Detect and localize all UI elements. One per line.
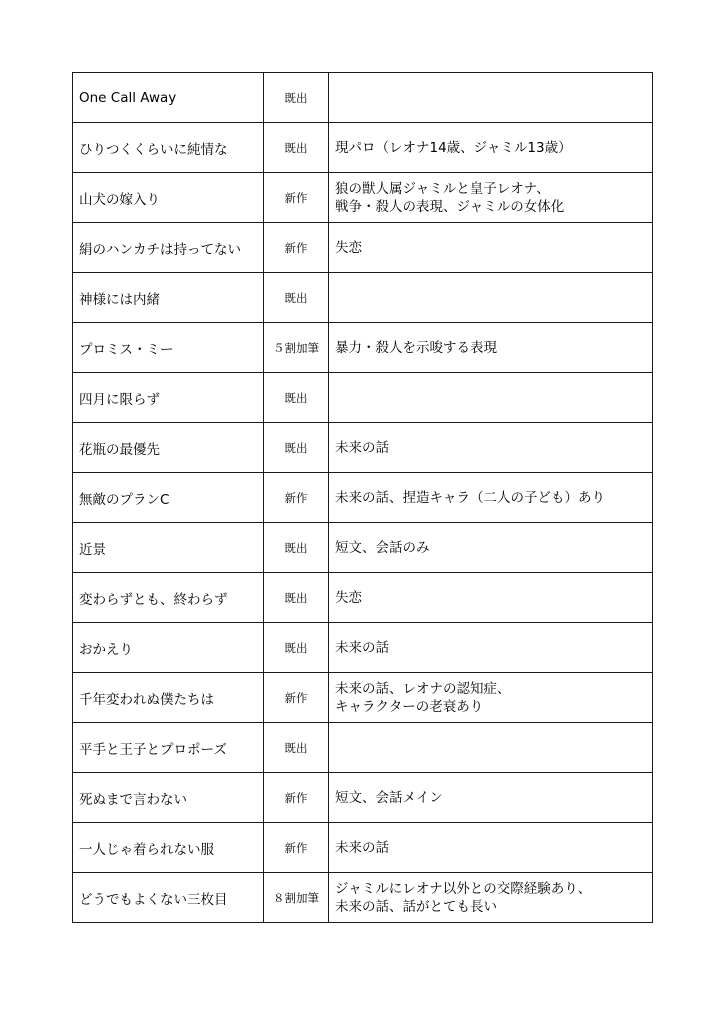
story-status-cell: 既出 <box>264 523 329 573</box>
story-note-cell: ジャミルにレオナ以外との交際経験あり、 未来の話、話がとても長い <box>329 873 653 923</box>
story-title-cell: 山犬の嫁入り <box>73 173 264 223</box>
table-row <box>73 623 653 673</box>
story-status-cell: 既出 <box>264 573 329 623</box>
story-note-cell: 暴力・殺人を示唆する表現 <box>329 323 653 373</box>
table-row <box>73 573 653 623</box>
story-status-cell: 既出 <box>264 123 329 173</box>
story-status-cell: 新作 <box>264 773 329 823</box>
table-row <box>73 323 653 373</box>
story-note-cell: 未来の話 <box>329 823 653 873</box>
table-row <box>73 423 653 473</box>
story-title-cell: どうでもよくない三枚目 <box>73 873 264 923</box>
story-note-cell: 未来の話、捏造キャラ（二人の子ども）あり <box>329 473 653 523</box>
story-status-cell: ５割加筆 <box>264 323 329 373</box>
story-status-cell: 新作 <box>264 823 329 873</box>
story-title-cell: 変わらずとも、終わらず <box>73 573 264 623</box>
story-note-cell: 未来の話 <box>329 623 653 673</box>
story-title-cell: プロミス・ミー <box>73 323 264 373</box>
story-title-cell: One Call Away <box>73 73 264 123</box>
story-note-cell: 短文、会話メイン <box>329 773 653 823</box>
story-title-cell: 一人じゃ着られない服 <box>73 823 264 873</box>
story-title-cell: 千年変われぬ僕たちは <box>73 673 264 723</box>
table-row <box>73 473 653 523</box>
story-status-cell: 新作 <box>264 673 329 723</box>
story-note-cell <box>329 273 653 323</box>
story-note-cell: 失恋 <box>329 223 653 273</box>
story-note-cell <box>329 723 653 773</box>
story-title-cell: 四月に限らず <box>73 373 264 423</box>
story-status-cell: 既出 <box>264 373 329 423</box>
story-note-cell <box>329 373 653 423</box>
story-status-cell: 既出 <box>264 723 329 773</box>
table-row <box>73 123 653 173</box>
story-title-cell: 無敵のプランC <box>73 473 264 523</box>
story-title-cell: 死ぬまで言わない <box>73 773 264 823</box>
table-row <box>73 723 653 773</box>
table-row <box>73 173 653 223</box>
story-status-cell: 既出 <box>264 423 329 473</box>
table-row <box>73 773 653 823</box>
story-note-cell: 狼の獣人属ジャミルと皇子レオナ、 戦争・殺人の表現、ジャミルの女体化 <box>329 173 653 223</box>
story-note-cell: 失恋 <box>329 573 653 623</box>
table-row <box>73 823 653 873</box>
story-title-cell: 平手と王子とプロポーズ <box>73 723 264 773</box>
story-note-cell: 短文、会話のみ <box>329 523 653 573</box>
story-status-cell: ８割加筆 <box>264 873 329 923</box>
story-title-cell: ひりつくくらいに純情な <box>73 123 264 173</box>
table-body <box>73 73 653 923</box>
story-list-table <box>72 72 653 923</box>
story-status-cell: 既出 <box>264 273 329 323</box>
story-title-cell: 花瓶の最優先 <box>73 423 264 473</box>
table-row <box>73 673 653 723</box>
story-title-cell: おかえり <box>73 623 264 673</box>
table-row <box>73 873 653 923</box>
table-row <box>73 223 653 273</box>
story-title-cell: 神様には内緒 <box>73 273 264 323</box>
table-row <box>73 73 653 123</box>
story-title-cell: 絹のハンカチは持ってない <box>73 223 264 273</box>
story-status-cell: 既出 <box>264 73 329 123</box>
story-note-cell: 未来の話 <box>329 423 653 473</box>
story-note-cell <box>329 73 653 123</box>
table-row <box>73 523 653 573</box>
story-status-cell: 新作 <box>264 223 329 273</box>
table-row <box>73 273 653 323</box>
story-status-cell: 新作 <box>264 473 329 523</box>
story-note-cell: 未来の話、レオナの認知症、 キャラクターの老衰あり <box>329 673 653 723</box>
story-status-cell: 既出 <box>264 623 329 673</box>
story-title-cell: 近景 <box>73 523 264 573</box>
table-row <box>73 373 653 423</box>
story-note-cell: 現パロ（レオナ14歳、ジャミル13歳） <box>329 123 653 173</box>
story-status-cell: 新作 <box>264 173 329 223</box>
